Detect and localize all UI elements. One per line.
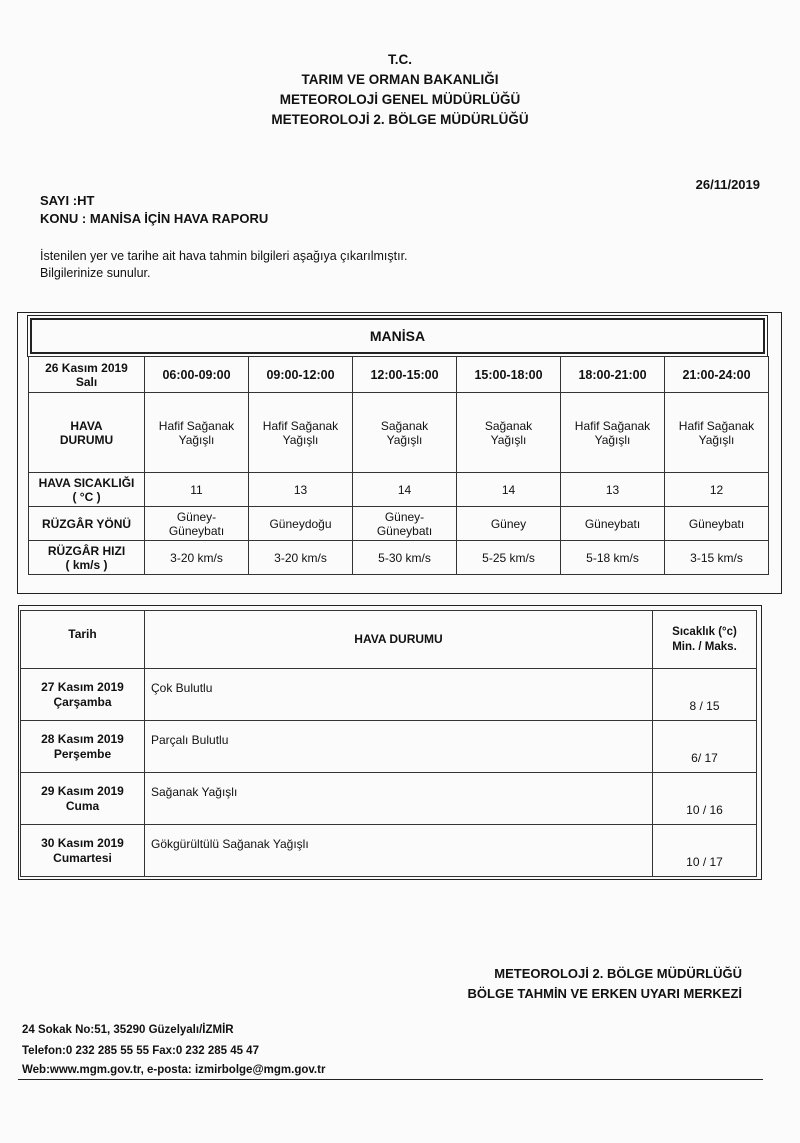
footer-phone: Telefon:0 232 285 55 55 Fax:0 232 285 45 47 [22, 1045, 259, 1057]
city-title: MANİSA [30, 318, 765, 354]
time-slot: 15:00-18:00 [457, 357, 561, 393]
daily-date-cell [21, 773, 145, 825]
daily-row [21, 773, 757, 825]
weather-cell [457, 393, 561, 473]
daily-weather: Gökgürültülü Sağanak Yağışlı [145, 825, 653, 877]
weather-cell [145, 393, 249, 473]
wind-speed-row [29, 541, 769, 575]
header-regional: METEOROLOJİ 2. BÖLGE MÜDÜRLÜĞÜ [271, 112, 529, 127]
wind-direction-cell [145, 507, 249, 541]
time-slot: 09:00-12:00 [249, 357, 353, 393]
daily-date-cell [21, 825, 145, 877]
daily-weather: Parçalı Bulutlu [145, 721, 653, 773]
wind-speed-cell: 5-30 km/s [353, 541, 457, 575]
weather-text: Hafif Sağanak [262, 418, 339, 433]
temperature-label-line-1: HAVA SICAKLIĞI [38, 475, 135, 490]
weather-text: Sağanak [380, 418, 429, 433]
weather-text: Yağışlı [386, 432, 423, 447]
wind-speed-cell: 3-20 km/s [145, 541, 249, 575]
wind-direction-text: Güneybatı [168, 523, 225, 538]
document-subject: KONU : MANİSA İÇİN HAVA RAPORU [40, 211, 269, 226]
temperature-cell: 13 [561, 473, 665, 507]
wind-direction-cell [353, 507, 457, 541]
wind-direction-row [29, 507, 769, 541]
daily-date: 27 Kasım 2019 [41, 679, 124, 694]
wind-direction-text: Güney- [176, 509, 217, 524]
hourly-forecast-table [28, 356, 769, 575]
wind-speed-cell: 3-15 km/s [665, 541, 769, 575]
footer-address: 24 Sokak No:51, 35290 Güzelyalı/İZMİR [22, 1024, 234, 1036]
wind-direction-cell [457, 507, 561, 541]
daily-weather: Çok Bulutlu [145, 669, 653, 721]
daily-row [21, 669, 757, 721]
date-column-header: Tarih [21, 611, 145, 669]
header-ministry: TARIM VE ORMAN BAKANLIĞI [301, 72, 499, 87]
weather-column-header: HAVA DURUMU [145, 611, 653, 669]
daily-date-cell [21, 669, 145, 721]
header-tc: T.C. [387, 52, 412, 67]
time-slot: 18:00-21:00 [561, 357, 665, 393]
signature-line-2: BÖLGE TAHMİN VE ERKEN UYARI MERKEZİ [467, 986, 742, 1001]
weather-label-line-1: HAVA [70, 418, 103, 433]
daily-forecast-table [20, 610, 757, 877]
forecast-day: Salı [75, 374, 98, 389]
wind-direction-cell [249, 507, 353, 541]
weather-cell [249, 393, 353, 473]
wind-direction-text: Güney [490, 516, 527, 531]
wind-direction-text: Güney- [384, 509, 425, 524]
temperature-cell: 14 [353, 473, 457, 507]
weather-label-line-2: DURUMU [59, 432, 114, 447]
forecast-date: 26 Kasım 2019 [45, 360, 128, 375]
temperature-cell: 12 [665, 473, 769, 507]
signature-line-1: METEOROLOJİ 2. BÖLGE MÜDÜRLÜĞÜ [494, 966, 742, 981]
wind-speed-cell: 5-18 km/s [561, 541, 665, 575]
wind-direction-text: Güneydoğu [269, 516, 332, 531]
weather-text: Yağışlı [490, 432, 527, 447]
wind-speed-label-line-2: ( km/s ) [65, 557, 108, 572]
temperature-cell: 11 [145, 473, 249, 507]
wind-speed-cell: 3-20 km/s [249, 541, 353, 575]
temperature-label-line-2: ( °C ) [72, 489, 101, 504]
daily-temperature: 8 / 15 [653, 669, 757, 721]
temperature-row [29, 473, 769, 507]
temperature-header-line-2: Min. / Maks. [672, 640, 737, 653]
document-date: 26/11/2019 [695, 177, 760, 192]
weather-text: Yağışlı [282, 432, 319, 447]
daily-temperature: 10 / 17 [653, 825, 757, 877]
wind-direction-text: Güneybatı [688, 516, 745, 531]
daily-header-row [21, 611, 757, 669]
temperature-column-header [653, 611, 757, 669]
document-number: SAYI :HT [40, 193, 95, 208]
wind-direction-label: RÜZGÂR YÖNÜ [29, 507, 145, 541]
daily-weather: Sağanak Yağışlı [145, 773, 653, 825]
weather-label [29, 393, 145, 473]
daily-day: Cuma [65, 798, 100, 813]
daily-date: 28 Kasım 2019 [41, 731, 124, 746]
daily-date: 29 Kasım 2019 [41, 783, 124, 798]
weather-text: Sağanak [484, 418, 533, 433]
weather-row [29, 393, 769, 473]
weather-text: Hafif Sağanak [678, 418, 755, 433]
weather-cell [353, 393, 457, 473]
daily-row [21, 721, 757, 773]
intro-line-2: Bilgilerinize sunulur. [40, 266, 151, 280]
intro-line-1: İstenilen yer ve tarihe ait hava tahmin bilgileri aşağıya çıkarılmıştır. [40, 249, 408, 263]
wind-direction-text: Güneybatı [584, 516, 641, 531]
daily-temperature: 10 / 16 [653, 773, 757, 825]
daily-date: 30 Kasım 2019 [41, 835, 124, 850]
wind-speed-label-line-1: RÜZGÂR HIZI [47, 543, 126, 558]
weather-text: Hafif Sağanak [574, 418, 651, 433]
header-directorate: METEOROLOJİ GENEL MÜDÜRLÜĞÜ [279, 92, 521, 107]
weather-text: Yağışlı [594, 432, 631, 447]
time-slot: 12:00-15:00 [353, 357, 457, 393]
time-slot-row [29, 357, 769, 393]
temperature-label [29, 473, 145, 507]
temperature-cell: 14 [457, 473, 561, 507]
time-slot: 21:00-24:00 [665, 357, 769, 393]
daily-day: Çarşamba [53, 694, 112, 709]
temperature-header-line-1: Sıcaklık (°c) [672, 625, 737, 638]
daily-date-cell [21, 721, 145, 773]
wind-direction-cell [561, 507, 665, 541]
weather-text: Yağışlı [698, 432, 735, 447]
wind-speed-cell: 5-25 km/s [457, 541, 561, 575]
daily-day: Perşembe [53, 746, 112, 761]
time-slot: 06:00-09:00 [145, 357, 249, 393]
daily-temperature: 6/ 17 [653, 721, 757, 773]
weather-text: Yağışlı [178, 432, 215, 447]
wind-direction-cell [665, 507, 769, 541]
weather-cell [665, 393, 769, 473]
daily-row [21, 825, 757, 877]
wind-speed-label [29, 541, 145, 575]
weather-cell [561, 393, 665, 473]
wind-direction-text: Güneybatı [376, 523, 433, 538]
footer-web: Web:www.mgm.gov.tr, e-posta: izmirbolge@mgm.gov.tr [22, 1064, 326, 1076]
footer-divider [18, 1079, 763, 1080]
temperature-cell: 13 [249, 473, 353, 507]
forecast-date-cell [29, 357, 145, 393]
daily-day: Cumartesi [53, 850, 112, 865]
weather-text: Hafif Sağanak [158, 418, 235, 433]
